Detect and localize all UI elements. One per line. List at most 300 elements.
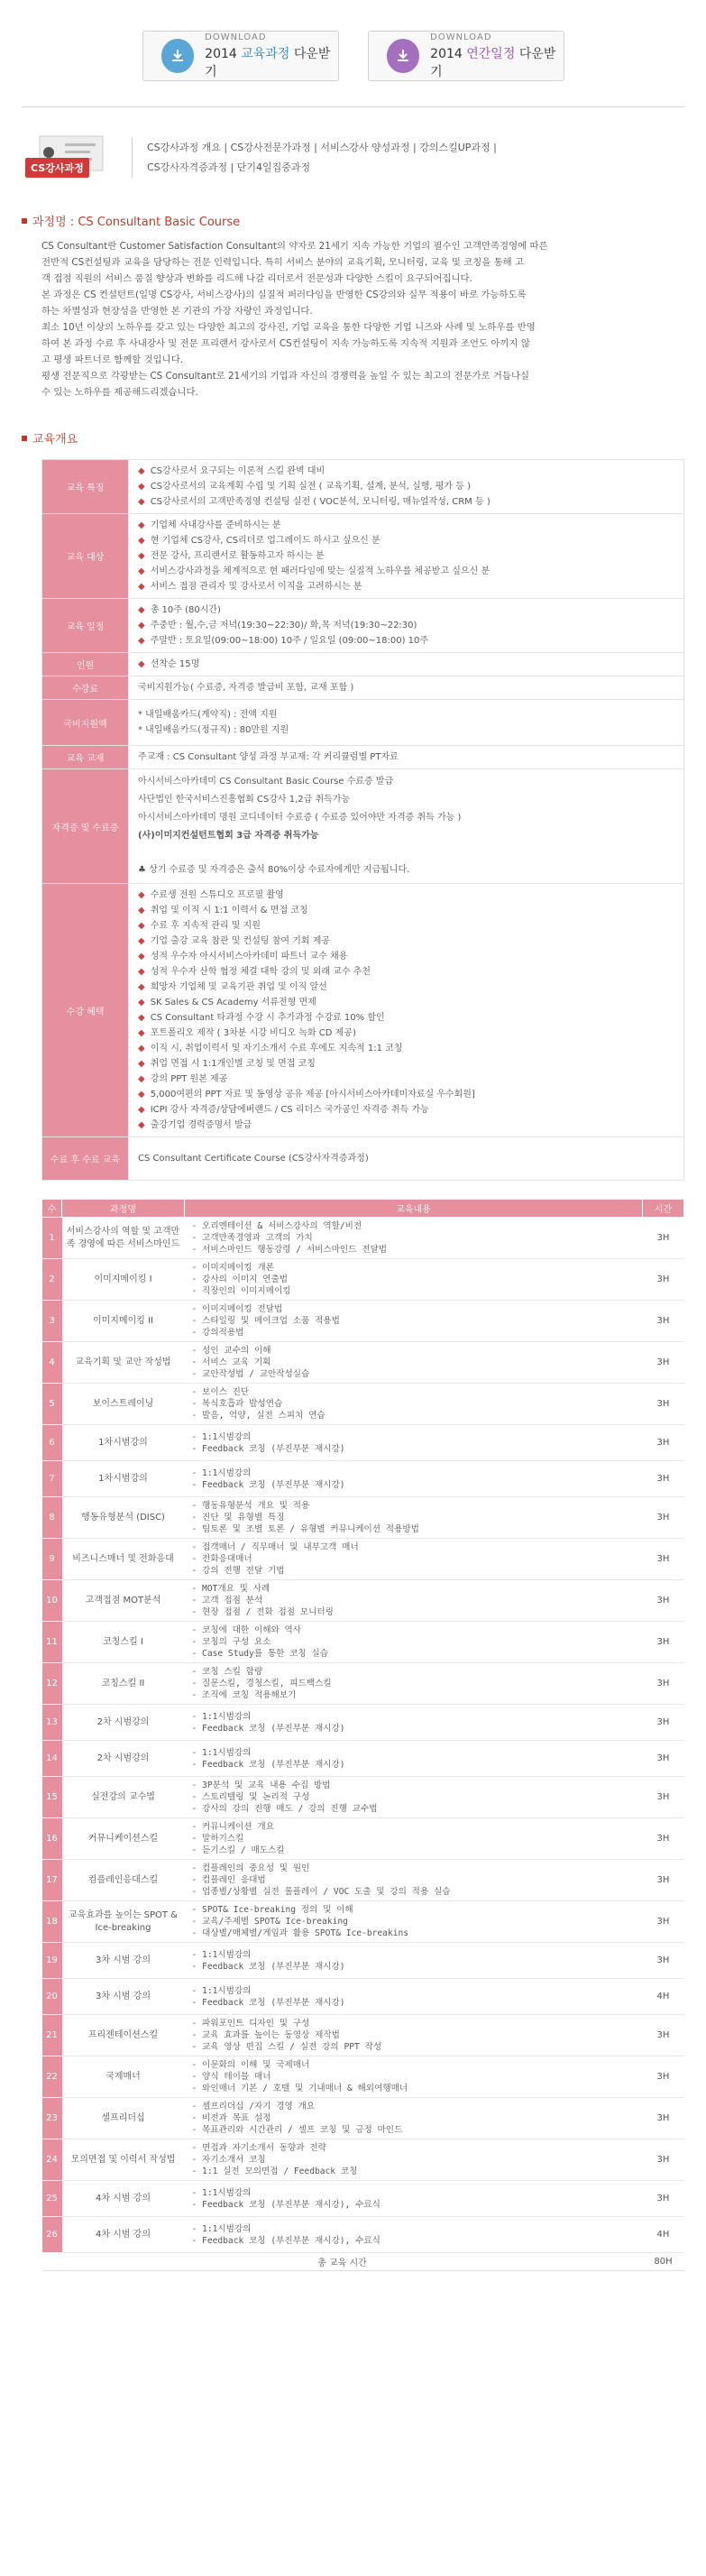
schedule-course: 2차 시범강의 (62, 1705, 185, 1741)
overview-value (129, 599, 684, 653)
schedule-content: - 성인 교수의 이해 - 서비스 교육 기획 - 교안작성법 / 교안작성실습 (185, 1342, 643, 1384)
download-caption: DOWNLOAD (205, 32, 267, 42)
intro-line: 고 평생 파트너로 함께할 것입니다. (41, 354, 184, 365)
schedule-hours: 3H (643, 1384, 684, 1425)
schedule-row (42, 1342, 684, 1384)
overview-label: 교육 특징 (42, 460, 129, 514)
schedule-content: - 이미지메이킹 개론 - 강사의 이미지 연출법 - 직장인의 이미지메이킹 (185, 1259, 643, 1301)
schedule-course: 보이스트레이닝 (62, 1384, 185, 1425)
overview-item-text: 강의 PPT 원본 제공 (150, 1074, 228, 1084)
schedule-hours: 3H (643, 1301, 684, 1342)
schedule-hours: 3H (643, 1818, 684, 1860)
schedule-hours: 3H (643, 1705, 684, 1741)
overview-cert-line: 사단법인 한국서비스진흥협회 CS강사 1,2급 취득가능 (138, 795, 351, 805)
schedule-no: 24 (42, 2139, 62, 2181)
schedule-content: - 컴플레인의 중요성 및 원인 - 컴플레인 응대법 - 업종별/상황별 실전 롤플레이 / VOC 도출 및 강의 적용 실습 (185, 1860, 643, 1901)
schedule-no: 1 (42, 1218, 62, 1259)
schedule-hours: 3H (643, 1497, 684, 1539)
overview-label: 교육 교재 (42, 746, 129, 769)
overview-cert-line: 아시서비스아카데미 CS Consultant Basic Course 수료증 발급 (138, 777, 394, 787)
diamond-bullet-icon: ◆ (138, 1120, 145, 1130)
course-logo (22, 133, 121, 183)
course-link-expert[interactable]: CS강사전문가과정 (230, 142, 311, 153)
overview-item (138, 995, 674, 1010)
schedule-hours: 3H (643, 2015, 684, 2056)
diamond-bullet-icon: ◆ (138, 1090, 145, 1099)
schedule-no: 3 (42, 1301, 62, 1342)
course-logo-label: CS강사과정 (25, 158, 89, 178)
schedule-content: - 3P분석 및 교육 내용 수집 방법 - 스토리텔링 및 논리적 구성 - 강사의 강의 진행 매도 / 강의 진행 교수법 (185, 1777, 643, 1818)
overview-item-text: 현 기업체 CS강사, CS리더로 업그레이드 하시고 싶으신 분 (150, 536, 381, 546)
schedule-hours: 3H (643, 1342, 684, 1384)
schedule-content: - 1:1시범강의 - Feedback 코칭 (부진부분 재시강) (185, 1979, 643, 2015)
intro-line: 수 있는 노하우를 제공해드리겠습니다. (41, 387, 198, 398)
overview-item (138, 1072, 674, 1087)
schedule-content: - SPOT& Ice-breaking 정의 및 이해 - 교육/주제별 SPOT& Ice-breaking - 대상별/매체별/게임과 활용 SPOT& Ice-breakins (185, 1901, 643, 1943)
schedule-header-content: 교육내용 (185, 1200, 643, 1218)
overview-support-line: * 내일배움카드(계약직) : 전액 지원 (138, 710, 278, 720)
download-schedule-button[interactable] (368, 31, 564, 81)
overview-item (138, 618, 674, 633)
schedule-row (42, 1943, 684, 1979)
schedule-no: 2 (42, 1259, 62, 1301)
schedule-no: 6 (42, 1425, 62, 1461)
schedule-no: 22 (42, 2056, 62, 2098)
overview-item-text: SK Sales & CS Academy 서류전형 면제 (150, 998, 316, 1007)
overview-item (138, 633, 674, 649)
schedule-hours: 4H (643, 1979, 684, 2015)
overview-item-text: 총 10주 (80시간) (150, 605, 221, 615)
overview-row (42, 514, 684, 599)
overview-item-text: 주중반 : 월,수,금 저녁(19:30~22:30)/ 화,목 저녁(19:30~22:30) (150, 621, 417, 630)
overview-value (129, 514, 684, 599)
schedule-row (42, 2139, 684, 2181)
intro-line: 객 접점 직원의 서비스 품질 향상과 변화를 리드해 나갈 리더로서 전문성과 다양한 스킬이 요구되어집니다. (41, 273, 472, 284)
diamond-bullet-icon: ◆ (138, 982, 145, 992)
overview-item (138, 564, 674, 579)
overview-item-text: 희망자 기업체 및 교육기관 취업 및 이직 알선 (150, 982, 327, 992)
schedule-hours: 3H (643, 1622, 684, 1663)
overview-item (138, 548, 674, 564)
schedule-course: 3차 시범 강의 (62, 1979, 185, 2015)
schedule-content: - 셀프리더십 /자기 경영 개요 - 비전과 목표 설정 - 목표관리와 시간관리 / 셀프 코칭 및 긍정 마인드 (185, 2098, 643, 2139)
schedule-content: - 1:1시범강의 - Feedback 코칭 (부진부분 재시강) (185, 1425, 643, 1461)
schedule-no: 4 (42, 1342, 62, 1384)
download-year: 2014 (205, 46, 237, 61)
schedule-content: - 1:1시범강의 - Feedback 코칭 (부진부분 재시강) (185, 1943, 643, 1979)
schedule-hours: 3H (643, 1741, 684, 1777)
overview-item (138, 1087, 674, 1102)
overview-row (42, 884, 684, 1137)
overview-item (138, 1041, 674, 1056)
overview-item-text: ICPI 강사 자격증/상담에버랜드 / CS 리더스 국가공인 자격증 취득 가능 (150, 1105, 429, 1115)
overview-item-text: 수료 후 지속적 관리 및 지원 (150, 921, 261, 931)
intro-line: CS Consultant란 Customer Satisfaction Consultant의 약자로 21세기 지속 가능한 기업의 필수인 고객만족경영에 따른 (41, 241, 548, 252)
schedule-row (42, 1301, 684, 1342)
download-curriculum-button[interactable] (142, 31, 339, 81)
schedule-no: 26 (42, 2217, 62, 2253)
schedule-content: - 이문화의 이해 및 국제매너 - 양식 테이블 매너 - 와인매너 기본 / 호텔 및 기내매너 & 해외여행매너 (185, 2056, 643, 2098)
schedule-content: - 보이스 진단 - 복식호흡과 발성연습 - 발음, 억양, 실전 스피치 연습 (185, 1384, 643, 1425)
overview-row (42, 460, 684, 514)
course-link-skill-up[interactable]: 강의스킬UP과정 (419, 142, 491, 153)
schedule-hours: 3H (643, 1539, 684, 1580)
overview-cert-line: (사)이미지컨설턴트협회 3급 자격증 취득가능 (138, 831, 319, 841)
overview-item (138, 949, 674, 964)
download-suffix: 다운받기 (430, 46, 556, 79)
schedule-header-hours: 시간 (643, 1200, 684, 1218)
schedule-row (42, 1497, 684, 1539)
diamond-bullet-icon: ◆ (138, 536, 145, 546)
schedule-table (41, 1199, 684, 2271)
diamond-bullet-icon: ◆ (138, 482, 145, 492)
overview-item-text: 수료생 전원 스튜디오 프로필 촬영 (150, 890, 284, 900)
diamond-bullet-icon: ◆ (138, 952, 145, 961)
overview-cert-line: ♣ 상기 수료증 및 자격증은 출석 80%이상 수료자에게만 지급됩니다. (138, 865, 410, 875)
square-bullet-icon (22, 436, 27, 441)
schedule-row (42, 1663, 684, 1705)
overview-value (129, 460, 684, 514)
overview-row (42, 676, 684, 700)
schedule-course: 서비스강사의 역할 및 고객만족 경영에 따른 서비스마인드 (62, 1218, 185, 1259)
overview-item (138, 918, 674, 934)
intro-line: 평생 전문직으로 각광받는 CS Consultant로 21세기의 기업과 자신의 경쟁력을 높일 수 있는 최고의 전문가로 거듭나실 (41, 371, 530, 382)
schedule-course: 이미지메이킹 II (62, 1301, 185, 1342)
overview-value (129, 653, 684, 676)
diamond-bullet-icon: ◆ (138, 1028, 145, 1038)
schedule-course: 실전강의 교수법 (62, 1777, 185, 1818)
schedule-row (42, 2015, 684, 2056)
course-nav (22, 133, 684, 183)
diamond-bullet-icon: ◆ (138, 520, 145, 530)
schedule-no: 18 (42, 1901, 62, 1943)
schedule-row (42, 1461, 684, 1497)
download-icon (387, 39, 420, 73)
intro-line: 전반적 CS컨설팅과 교육을 담당하는 전문 인력입니다. 특히 서비스 분야의 교육기획, 모니터링, 교육 및 코칭을 통해 고 (41, 257, 525, 268)
schedule-no: 10 (42, 1580, 62, 1622)
diamond-bullet-icon: ◆ (138, 967, 145, 977)
schedule-content: - 1:1시범강의 - Feedback 코칭 (부진부분 재시강), 수료식 (185, 2181, 643, 2217)
overview-label: 교육 일정 (42, 599, 129, 653)
overview-item-text: 성적 우수자 산학 협정 체결 대학 강의 및 외래 교수 추천 (150, 967, 371, 977)
overview-title-text: 교육개요 (32, 433, 78, 446)
overview-cert-line (138, 845, 674, 861)
overview-item (138, 888, 674, 903)
schedule-row (42, 1979, 684, 2015)
schedule-header-no: 수 (42, 1200, 62, 1218)
overview-label: 자격증 및 수료증 (42, 769, 129, 884)
overview-item-text: 주말반 : 토요일(09:00~18:00) 10주 / 일요일 (09:00~18:00) 10주 (150, 636, 429, 646)
intro-line: 하는 차별성과 현장성을 반영한 본 기관의 가장 자랑인 과정입니다. (41, 306, 313, 317)
overview-item (138, 934, 674, 949)
diamond-bullet-icon: ◆ (138, 1059, 145, 1069)
schedule-row (42, 2217, 684, 2253)
schedule-hours: 3H (643, 2098, 684, 2139)
schedule-row (42, 1580, 684, 1622)
download-year: 2014 (430, 46, 463, 61)
overview-label: 교육 대상 (42, 514, 129, 599)
overview-value: 국비지원가능( 수료증, 자격증 발급비 포함, 교재 포함 ) (129, 676, 684, 700)
overview-row (42, 653, 684, 676)
schedule-row (42, 2098, 684, 2139)
diamond-bullet-icon: ◆ (138, 906, 145, 915)
overview-item-text: CS강사로서 요구되는 이론적 스킬 완벽 대비 (150, 466, 325, 476)
overview-value (129, 884, 684, 1137)
schedule-course: 비즈니스매너 및 전화응대 (62, 1539, 185, 1580)
course-intro (41, 238, 666, 400)
schedule-hours: 3H (643, 1580, 684, 1622)
overview-item-text: 성적 우수자 아시서비스아카데미 파트너 교수 채용 (150, 952, 348, 961)
schedule-row (42, 1539, 684, 1580)
schedule-hours: 3H (643, 2056, 684, 2098)
schedule-row (42, 1218, 684, 1259)
overview-item-text: CS Consultant 타과정 수강 시 추가과정 수강료 10% 할인 (150, 1013, 385, 1023)
overview-value: CS Consultant Certificate Course (CS강사자격증과정) (129, 1137, 684, 1181)
overview-row (42, 700, 684, 746)
overview-item-text: 서비스 접점 관리자 및 강사로서 이직을 고려하시는 분 (150, 582, 362, 592)
overview-item (138, 1056, 674, 1072)
schedule-course: 1차시범강의 (62, 1425, 185, 1461)
schedule-no: 5 (42, 1384, 62, 1425)
overview-item-text: 기업체 사내강사를 준비하시는 분 (150, 520, 281, 530)
schedule-course: 고객접점 MOT분석 (62, 1580, 185, 1622)
schedule-hours: 3H (643, 2181, 684, 2217)
schedule-course: 코칭스킬 I (62, 1622, 185, 1663)
overview-item (138, 518, 674, 533)
overview-title (22, 429, 684, 446)
schedule-course: 4차 시범 강의 (62, 2217, 185, 2253)
schedule-row (42, 1777, 684, 1818)
schedule-no: 19 (42, 1943, 62, 1979)
schedule-course: 교육효과를 높이는 SPOT & Ice-breaking (62, 1901, 185, 1943)
schedule-hours: 3H (643, 1777, 684, 1818)
overview-item (138, 603, 674, 618)
schedule-content: - 면접과 자기소개서 동향과 전략 - 자기소개서 코칭 - 1:1 실전 모의면접 / Feedback 코칭 (185, 2139, 643, 2181)
schedule-content: - 1:1시범강의 - Feedback 코칭 (부진부분 재시강) (185, 1705, 643, 1741)
schedule-row (42, 1259, 684, 1301)
schedule-no: 11 (42, 1622, 62, 1663)
schedule-header-course: 과정명 (62, 1200, 185, 1218)
schedule-total-row (42, 2253, 684, 2271)
download-caption: DOWNLOAD (430, 32, 492, 42)
schedule-hours: 3H (643, 1425, 684, 1461)
overview-item-text: 출강기업 경력증명서 발급 (150, 1120, 252, 1130)
schedule-row (42, 1901, 684, 1943)
schedule-no: 16 (42, 1818, 62, 1860)
intro-line: 본 과정은 CS 컨설턴트(일명 CS강사, 서비스강사)의 실질적 퍼러다임을 반영한 CS강의와 실무 적용이 바로 가능하도록 (41, 290, 527, 300)
overview-item (138, 494, 674, 510)
diamond-bullet-icon: ◆ (138, 921, 145, 931)
diamond-bullet-icon: ◆ (138, 1013, 145, 1023)
schedule-row (42, 1818, 684, 1860)
overview-item-text: 선착순 15명 (150, 659, 200, 669)
overview-item-text: 취업 면접 시 1:1개인별 코칭 및 면접 코칭 (150, 1059, 316, 1069)
schedule-row (42, 1860, 684, 1901)
schedule-course: 3차 시범 강의 (62, 1943, 185, 1979)
schedule-no: 17 (42, 1860, 62, 1901)
diamond-bullet-icon: ◆ (138, 998, 145, 1007)
overview-label: 수료 후 수료 교육 (42, 1137, 129, 1181)
diamond-bullet-icon: ◆ (138, 582, 145, 592)
overview-row (42, 1137, 684, 1181)
schedule-row (42, 2056, 684, 2098)
overview-item-text: CS강사로서의 고객만족경영 컨설팅 실전 ( VOC분석, 모니터링, 매뉴얼작성, CRM 등 ) (150, 497, 491, 507)
diamond-bullet-icon: ◆ (138, 497, 145, 507)
schedule-no: 21 (42, 2015, 62, 2056)
course-link-overview[interactable]: CS강사과정 개요 (147, 142, 221, 153)
download-icon (161, 39, 195, 73)
diamond-bullet-icon: ◆ (138, 1074, 145, 1084)
schedule-hours: 3H (643, 1218, 684, 1259)
diamond-bullet-icon: ◆ (138, 1105, 145, 1115)
diamond-bullet-icon: ◆ (138, 1044, 145, 1053)
download-name: 교육과정 (241, 46, 290, 61)
diamond-bullet-icon: ◆ (138, 659, 145, 669)
schedule-course: 교육기획 및 교안 작성법 (62, 1342, 185, 1384)
overview-label: 수강 혜택 (42, 884, 129, 1137)
overview-item-text: 기업 출강 교육 참관 및 컨설팅 참여 기회 제공 (150, 936, 331, 946)
schedule-hours: 3H (643, 1259, 684, 1301)
overview-value: 주교재 : CS Consultant 양성 과정 부교재: 각 커리큘럼별 PT자료 (129, 746, 684, 769)
overview-value (129, 700, 684, 746)
schedule-hours: 3H (643, 1860, 684, 1901)
schedule-course: 프리젠테이션스킬 (62, 2015, 185, 2056)
overview-item (138, 1026, 674, 1041)
overview-item (138, 1118, 674, 1133)
schedule-course: 4차 시범 강의 (62, 2181, 185, 2217)
schedule-no: 9 (42, 1539, 62, 1580)
schedule-no: 14 (42, 1741, 62, 1777)
course-link-certificate[interactable]: CS강사자격증과정 (147, 161, 228, 173)
schedule-content: - 접객매너 / 직무매너 및 내부고객 매너 - 전화응대매너 - 강의 전행 전달 기법 (185, 1539, 643, 1580)
schedule-course: 코칭스킬 II (62, 1663, 185, 1705)
overview-item-text: 이직 시, 취업이력서 및 자기소개서 수료 후에도 지속적 1:1 코칭 (150, 1044, 403, 1053)
overview-support-line: * 내일배움카드(정규직) : 80만원 지원 (138, 725, 289, 735)
schedule-course: 모의면접 및 이력서 작성법 (62, 2139, 185, 2181)
overview-cert-line: 아시서비스아카데미 명원 코디네이터 수료증 ( 수료증 있어야만 자격증 취득 가능 ) (138, 813, 462, 823)
diamond-bullet-icon: ◆ (138, 621, 145, 630)
schedule-course: 셀프리더십 (62, 2098, 185, 2139)
overview-row (42, 746, 684, 769)
schedule-content: - 행동유형분석 개요 및 적용 - 진단 및 유형별 특징 - 팀토론 및 조별 토론 / 유형별 커뮤니케이션 적용방법 (185, 1497, 643, 1539)
overview-item (138, 479, 674, 494)
schedule-hours: 3H (643, 2139, 684, 2181)
schedule-row (42, 1425, 684, 1461)
course-title-text: 과정명 : CS Consultant Basic Course (32, 216, 241, 229)
schedule-content: - 코칭 스킬 함량 - 질문스킬, 경청스킬, 피드백스킬 - 조직에 코칭 적용해보기 (185, 1663, 643, 1705)
schedule-no: 7 (42, 1461, 62, 1497)
schedule-hours: 3H (643, 1943, 684, 1979)
schedule-no: 25 (42, 2181, 62, 2217)
overview-item (138, 1010, 674, 1026)
schedule-course: 2차 시범강의 (62, 1741, 185, 1777)
schedule-content: - 1:1시범강의 - Feedback 코칭 (부진부분 재시강), 수료식 (185, 2217, 643, 2253)
diamond-bullet-icon: ◆ (138, 466, 145, 476)
schedule-row (42, 1622, 684, 1663)
diamond-bullet-icon: ◆ (138, 551, 145, 561)
diamond-bullet-icon: ◆ (138, 636, 145, 646)
schedule-content: - 파워포인트 디자인 및 구성 - 교육 효과를 높이는 동영상 제작법 - 교육 영상 편집 스킬 / 실전 강의 PPT 작성 (185, 2015, 643, 2056)
schedule-no: 20 (42, 1979, 62, 2015)
overview-item-text: 서비스강사과정을 체계적으로 현 패러다임에 맞는 실질적 노하우를 체공받고 싶으신 분 (150, 566, 491, 576)
schedule-no: 13 (42, 1705, 62, 1741)
diamond-bullet-icon: ◆ (138, 936, 145, 946)
schedule-content: - 커뮤니케이션 개요 - 말하기스킬 - 듣기스킬 / 매도스킬 (185, 1818, 643, 1860)
diamond-bullet-icon: ◆ (138, 890, 145, 900)
schedule-hours: 3H (643, 1663, 684, 1705)
schedule-total-hours: 80H (643, 2253, 684, 2271)
diamond-bullet-icon: ◆ (138, 605, 145, 615)
overview-row (42, 599, 684, 653)
download-name: 연간일정 (466, 46, 516, 61)
square-bullet-icon (22, 218, 27, 224)
schedule-row (42, 1705, 684, 1741)
overview-item (138, 903, 674, 918)
schedule-content: - 1:1시범강의 - Feedback 코칭 (부진부분 재시강) (185, 1461, 643, 1497)
schedule-course: 커뮤니케이션스킬 (62, 1818, 185, 1860)
overview-item (138, 964, 674, 980)
overview-label: 수강료 (42, 676, 129, 700)
overview-item-text: CS강사로서의 교육계획 수립 및 기획 실전 ( 교육기획, 설계, 분석, 실행, 평가 등 ) (150, 482, 472, 492)
overview-item (138, 1102, 674, 1118)
intro-line: 하여 본 과정 수료 후 사내강사 및 전문 프리랜서 강사로서 CS컨설팅이 지속 가능하도록 지속적 지원과 조언도 아끼지 않 (41, 338, 530, 349)
schedule-course: 행동유형분석 (DISC) (62, 1497, 185, 1539)
overview-item (138, 533, 674, 548)
schedule-course: 국제매너 (62, 2056, 185, 2098)
schedule-row (42, 2181, 684, 2217)
schedule-row (42, 1741, 684, 1777)
schedule-hours: 4H (643, 2217, 684, 2253)
course-link-intensive[interactable]: 단기4일집중과정 (236, 161, 311, 173)
course-title (22, 212, 684, 229)
overview-item (138, 464, 674, 479)
schedule-content: - MOT개요 및 사례 - 고객 접점 분석 - 현장 접점 / 전화 접점 모니터링 (185, 1580, 643, 1622)
schedule-no: 15 (42, 1777, 62, 1818)
schedule-row (42, 1384, 684, 1425)
download-suffix: 다운받기 (205, 46, 331, 79)
schedule-course: 1차시범강의 (62, 1461, 185, 1497)
overview-item-text: 5,000여편의 PPT 자료 및 동영상 공유 제공 [아시서비스아카데미자료실 우수회원] (150, 1090, 475, 1099)
overview-value (129, 769, 684, 884)
overview-item (138, 980, 674, 995)
overview-label: 국비지원액 (42, 700, 129, 746)
overview-item (138, 657, 674, 672)
intro-line: 최소 10년 이상의 노하우를 갖고 있는 다양한 최고의 강사진, 기업 교육을 통한 다양한 기업 니즈와 사례 및 노하우를 반영 (41, 322, 536, 333)
schedule-hours: 3H (643, 1461, 684, 1497)
schedule-hours: 3H (643, 1901, 684, 1943)
download-bar (0, 0, 706, 106)
schedule-total-label: 총 교육 시간 (42, 2253, 643, 2271)
schedule-course: 이미지메이킹 I (62, 1259, 185, 1301)
diamond-bullet-icon: ◆ (138, 566, 145, 576)
schedule-no: 8 (42, 1497, 62, 1539)
schedule-no: 23 (42, 2098, 62, 2139)
schedule-content: - 1:1시범강의 - Feedback 코칭 (부진부분 재시강) (185, 1741, 643, 1777)
overview-item (138, 579, 674, 594)
course-link-service-instructor[interactable]: 서비스강사 양성과정 (320, 142, 410, 153)
schedule-content: - 오리엔테이션 & 서비스강사의 역할/비전 - 고객만족경영과 고객의 가치 - 서비스마인드 행동강령 / 서비스마인드 전달법 (185, 1218, 643, 1259)
overview-table (41, 459, 684, 1181)
schedule-course: 컴플레인응대스킬 (62, 1860, 185, 1901)
overview-item-text: 전문 강사, 프리랜서로 활동하고자 하시는 분 (150, 551, 325, 561)
schedule-no: 12 (42, 1663, 62, 1705)
overview-label: 인원 (42, 653, 129, 676)
course-links: CS강사과정 개요 | CS강사전문가과정 | 서비스강사 양성과정 | 강의스킬UP과정 | CS강사자격증과정 | 단기4일집중과정 (132, 138, 519, 178)
divider (22, 106, 684, 107)
overview-item-text: 취업 및 이직 시 1:1 이력서 & 면접 코칭 (150, 906, 308, 915)
overview-item-text: 포트폴리오 제작 ( 3차분 시강 비디오 녹화 CD 제공) (150, 1028, 356, 1038)
overview-row (42, 769, 684, 884)
